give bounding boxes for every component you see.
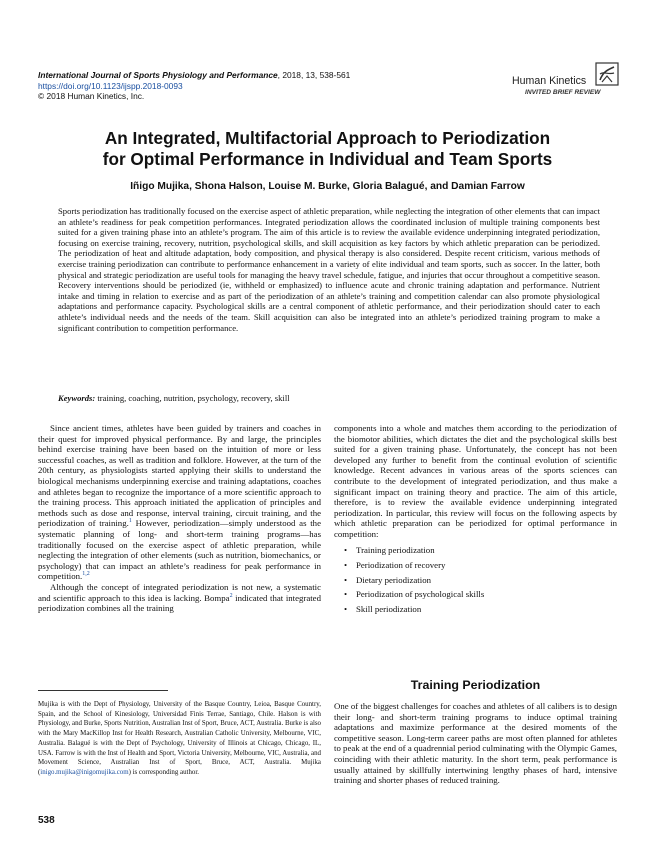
bullet-icon: •: [344, 589, 348, 600]
section-heading: Training Periodization: [410, 678, 541, 692]
copyright-notice: © 2018 Human Kinetics, Inc.: [38, 91, 145, 101]
intro-text: indicated that integrated periodization combines all the training: [38, 592, 321, 614]
publisher-name: Human Kinetics: [512, 75, 587, 87]
list-item: [344, 575, 617, 586]
journal-citation: , 2018, 13, 538-561: [277, 70, 351, 80]
journal-citation-line: [38, 70, 458, 81]
intro-paragraph: [38, 582, 321, 614]
list-item-text: Periodization of recovery: [356, 559, 446, 570]
citation-ref[interactable]: 1,2: [82, 571, 90, 578]
footnote-divider: [38, 690, 168, 691]
keywords-text: training, coaching, nutrition, psychology, recovery, skill: [95, 393, 290, 403]
aspect-list: [344, 545, 617, 616]
intro-paragraph: [38, 423, 321, 582]
list-item: [344, 545, 617, 556]
citation-ref[interactable]: 1: [128, 518, 132, 525]
author-list: Iñigo Mujika, Shona Halson, Louise M. Burke, Gloria Balagué, and Damian Farrow: [130, 181, 525, 192]
bullet-icon: •: [344, 604, 348, 615]
intro-continued: components into a whole and matches them according to the periodization of the biomotor abilities, which dictates the diet and the psychological skills best suited for a given training phase. Unfortunately, the concept has not been developed any further to benefit from the continual evolution of scientific knowledge. Recent advances in various areas of the sports sciences can contribute to the development of integrated periodization, and thus make a significant impact on training theory and practice. The aim of this article, therefore, is to review the available evidence underpinning integrated periodization. In particular, this review will focus on the following aspects by which athletic preparation can be periodized for optimal performance in competition:: [334, 423, 617, 539]
journal-name: International Journal of Sports Physiology and Performance: [38, 70, 278, 80]
list-item: [344, 560, 617, 571]
article-title: [60, 128, 595, 170]
section-paragraph: One of the biggest challenges for coaches and athletes of all calibers is to design their long- and short-term training programs to induce optimal training adaptations and maximize performance at the desired moments of the competitive season. Long-term career paths are most often planned for athletes to peak at the end of a quadrennial period culminating with the Olympic Games, coinciding with their athletic maturity. In the short term, peak performance is usually attained by skillfully intertwining lengthy phases of hard, intensive training and shorter phases of reduced training.: [334, 701, 617, 786]
page-number: 538: [38, 815, 55, 826]
title-line: for Optimal Performance in Individual and Team Sports: [102, 149, 553, 169]
affiliation-text: Mujika is with the Dept of Physiology, University of the Basque Country, Leioa, Basque Country, Spain, and the School of Kinesiology, Universidad Finis Terrae, Santiago, Chile. Halson is with Physiology, and Burke, Sports Nutrition, Australian Inst of Sport, Bruce, ACT, Australia. Burke is also with the Mary MacKillop Inst for Health Research, Australian Catholic University, Melbourne, VIC, Australia. Balagué is with the Dept of Psychology, University of Illinois at Chicago, Chicago, IL, USA. Farrow is with the Inst of Health and Sport, Victoria University, Melbourne, VIC, Australia, and Movement Science, Australian Inst of Sport, Bruce, ACT, Australia. Mujika (: [38, 701, 321, 776]
right-column: [334, 423, 617, 619]
keywords-label: Keywords:: [58, 393, 96, 403]
bullet-icon: •: [344, 574, 348, 585]
left-column: [38, 423, 321, 614]
journal-header: [38, 70, 458, 102]
bullet-icon: •: [344, 544, 348, 555]
bullet-icon: •: [344, 559, 348, 570]
list-item-text: Periodization of psychological skills: [356, 589, 485, 600]
article-type: INVITED BRIEF REVIEW: [525, 89, 601, 96]
citation-ref[interactable]: 2: [229, 592, 233, 599]
author-affiliations: [38, 700, 321, 778]
doi-link[interactable]: https://doi.org/10.1123/ijspp.2018-0093: [38, 80, 183, 91]
intro-text: Although the concept of integrated periodization is not new, a systematic and scientific approach to this idea is lacking. Bompa: [38, 581, 321, 603]
corresponding-email-link[interactable]: inigo.mujika@inigomujika.com: [40, 768, 129, 776]
human-kinetics-icon: [595, 62, 619, 86]
intro-text: Since ancient times, athletes have been guided by trainers and coaches in their quest for improved physical performance. By and large, the principles behind exercise training have been based on the intuition of more or less successful coaches, as well as tradition and folklore. However, at the turn of the 20th century, as physiologists started applying their skills to understand the biological mechanisms underpinning exercise and training adaptations, coaches and athletes began to recognize the importance of a more scientific approach to the training process. This approach initiated the application of principles and methods such as dose and response, interval training, circuit training, and the periodization of training.: [38, 423, 321, 529]
list-item: [344, 604, 617, 615]
intro-text: However, periodization—simply understood as the systematic planning of long- and short-term training programs—has traditionally focused on the exercise aspect of athletic preparation, while neglecting the integration of other elements (such as nutrition, biomechanics, or psychology) that can impact an athlete’s readiness for peak performance in competition.: [38, 518, 321, 582]
affiliation-text: ) is corresponding author.: [128, 768, 199, 776]
abstract: Sports periodization has traditionally focused on the exercise aspect of athletic preparation, while neglecting the integration of other elements that can impact an athlete’s readiness for peak competition performances. Integrated periodization allows the coordinated inclusion of multiple training components best suited for a given training phase into an athlete’s program. The aim of this article is to review the available evidence underpinning integrated periodization, focusing on exercise training, recovery, nutrition, psychological skills, and skill acquisition as key factors by which athletic preparation can be periodized. The periodization of heat and altitude adaptation, body composition, and physical therapy is also considered. Despite recent criticism, various methods of exercise training periodization can contribute to performance enhancement in a variety of elite individual and team sports, such as soccer. In the latter, both physical and strategic periodization are useful tools for managing the heavy travel schedule, fatigue, and injuries that occur throughout a competitive season. Recovery interventions should be periodized (ie, withheld or emphasized) to influence acute and chronic training adaptation and performance. Nutrient intake and timing in relation to exercise and as part of the periodization of an athlete’s training and competition calendar can also promote physiological adaptations and performance capacity. Psychological skills are a central component of athletic performance, and their periodization should cater to each athlete’s individual needs and the needs of the team. Skill acquisition can also be integrated into an athlete’s periodized training program to make a significant contribution to competition performance.: [58, 206, 600, 333]
keywords: [58, 393, 600, 404]
list-item-text: Training periodization: [356, 544, 435, 555]
list-item-text: Dietary periodization: [356, 574, 431, 585]
list-item-text: Skill periodization: [356, 604, 422, 615]
list-item: [344, 589, 617, 600]
title-line: An Integrated, Multifactorial Approach to Periodization: [104, 128, 551, 148]
